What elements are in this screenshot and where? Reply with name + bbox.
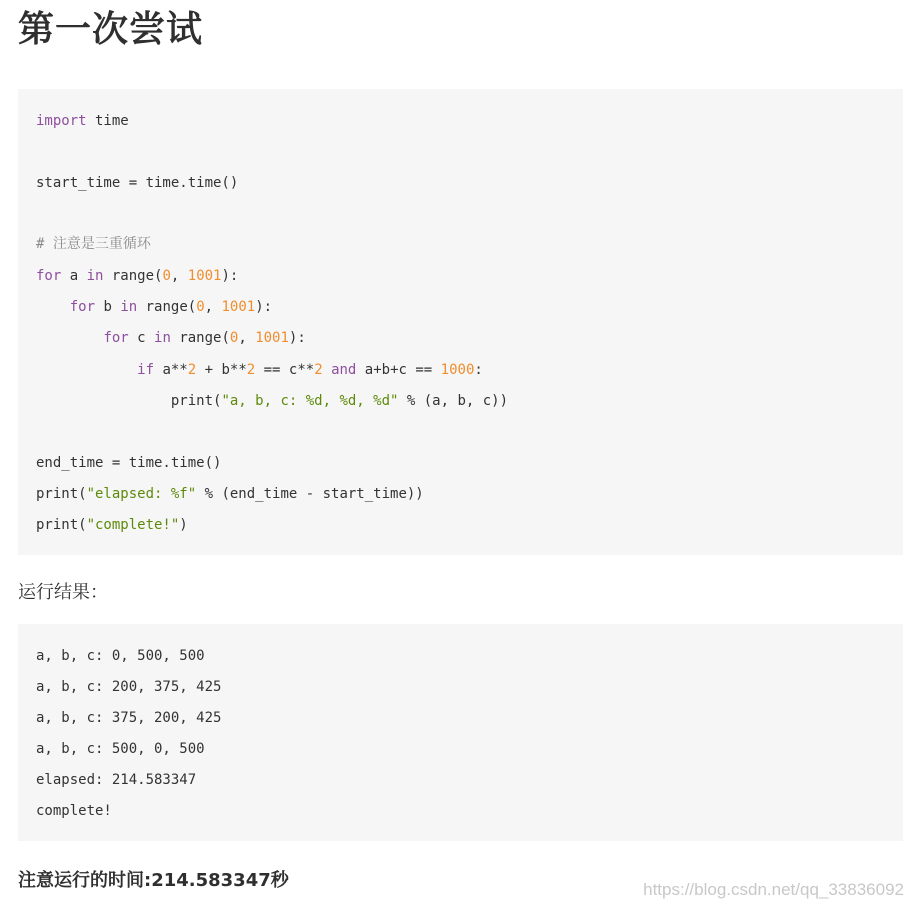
code-text: a+b+c == bbox=[356, 362, 441, 378]
code-line-comment: # 注意是三重循环 bbox=[36, 236, 151, 252]
keyword: and bbox=[331, 362, 357, 378]
keyword: if bbox=[137, 362, 155, 378]
number-literal: 0 bbox=[229, 330, 239, 346]
code-line-print-abc bbox=[36, 391, 508, 411]
keyword: import bbox=[36, 113, 87, 129]
code-text: a** bbox=[154, 362, 188, 378]
output-line: complete! bbox=[36, 803, 112, 819]
code-text: ): bbox=[255, 299, 273, 315]
indent bbox=[36, 299, 70, 315]
code-line-start-time: start_time = time.time() bbox=[36, 175, 239, 191]
code-text: print( bbox=[36, 517, 87, 533]
runtime-note: 注意运行的时间:214.583347秒 bbox=[18, 870, 289, 891]
code-text: , bbox=[204, 299, 222, 315]
keyword: for bbox=[36, 268, 62, 284]
number-literal: 2 bbox=[314, 362, 323, 378]
output-line: a, b, c: 200, 375, 425 bbox=[36, 679, 222, 695]
number-literal: 2 bbox=[187, 362, 197, 378]
number-literal: 1001 bbox=[187, 268, 222, 284]
code-text: b bbox=[95, 299, 121, 315]
code-line-print-complete bbox=[36, 515, 188, 535]
keyword: for bbox=[103, 330, 129, 346]
string-literal: "elapsed: %f" bbox=[86, 486, 197, 502]
result-label: 运行结果： bbox=[18, 582, 108, 603]
keyword: in bbox=[154, 330, 171, 346]
indent bbox=[36, 330, 103, 346]
number-literal: 0 bbox=[196, 299, 205, 315]
code-text: a bbox=[61, 268, 87, 284]
keyword: in bbox=[86, 268, 104, 284]
code-text: : bbox=[474, 362, 483, 378]
number-literal: 0 bbox=[162, 268, 171, 284]
code-text: , bbox=[238, 330, 256, 346]
code-line-end-time: end_time = time.time() bbox=[36, 455, 222, 471]
keyword: for bbox=[69, 299, 96, 315]
number-literal: 2 bbox=[246, 362, 256, 378]
number-literal: 1001 bbox=[255, 330, 289, 346]
code-line-for-a bbox=[36, 266, 238, 286]
code-text: , bbox=[170, 268, 188, 284]
page-title: 第一次尝试 bbox=[18, 9, 204, 50]
code-line-print-elapsed bbox=[36, 484, 424, 504]
code-text: % (end_time - start_time)) bbox=[196, 486, 424, 502]
code-line-for-c bbox=[36, 328, 306, 348]
number-literal: 1001 bbox=[221, 299, 256, 315]
output-line: a, b, c: 500, 0, 500 bbox=[36, 741, 205, 757]
string-literal: "a, b, c: %d, %d, %d" bbox=[221, 393, 399, 409]
source-code-block[interactable] bbox=[18, 89, 903, 555]
code-text: ): bbox=[288, 330, 306, 346]
number-literal: 1000 bbox=[440, 362, 475, 378]
code-text: time bbox=[86, 113, 129, 129]
code-text: range( bbox=[103, 268, 163, 284]
indent bbox=[36, 362, 137, 378]
code-text: range( bbox=[137, 299, 197, 315]
string-literal: "complete!" bbox=[86, 517, 180, 533]
code-text: ): bbox=[221, 268, 239, 284]
code-text: + b** bbox=[196, 362, 247, 378]
code-line-import bbox=[36, 111, 129, 131]
code-text: % (a, b, c)) bbox=[398, 393, 509, 409]
watermark: https://blog.csdn.net/qq_33836092 bbox=[643, 880, 904, 899]
output-line: a, b, c: 375, 200, 425 bbox=[36, 710, 222, 726]
code-text: print( bbox=[36, 486, 87, 502]
code-line-if bbox=[36, 360, 483, 380]
code-line-for-b bbox=[36, 297, 272, 317]
code-text: c bbox=[128, 330, 155, 346]
keyword: in bbox=[120, 299, 138, 315]
code-text: ) bbox=[179, 517, 188, 533]
code-text: range( bbox=[170, 330, 230, 346]
indent bbox=[36, 393, 171, 409]
code-text bbox=[323, 362, 331, 378]
code-text: == c** bbox=[255, 362, 315, 378]
output-line: a, b, c: 0, 500, 500 bbox=[36, 648, 205, 664]
output-code-block[interactable] bbox=[18, 624, 903, 841]
output-line: elapsed: 214.583347 bbox=[36, 772, 197, 788]
code-text: print( bbox=[170, 393, 222, 409]
